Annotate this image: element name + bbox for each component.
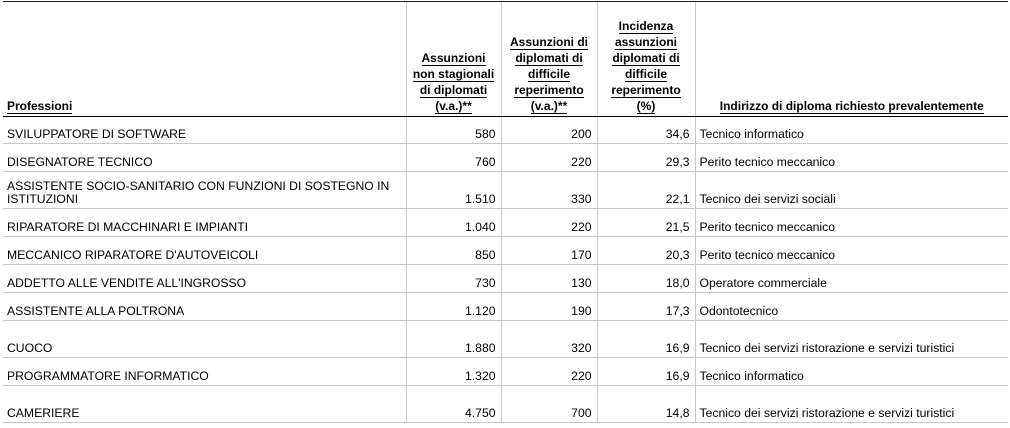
header-assunzioni: Assunzioni non stagionali di diplomati (v.a.)** bbox=[406, 2, 501, 117]
indirizzo-cell: Operatore commerciale bbox=[695, 265, 1008, 293]
professione-cell: ASSISTENTE SOCIO-SANITARIO CON FUNZIONI DI SOSTEGNO IN ISTITUZIONI bbox=[3, 172, 406, 209]
professione-cell: MECCANICO RIPARATORE D'AUTOVEICOLI bbox=[3, 237, 406, 265]
assunzioni-cell: 1.040 bbox=[406, 209, 501, 237]
table-row bbox=[3, 358, 1008, 386]
table-row bbox=[3, 209, 1008, 237]
indirizzo-cell: Perito tecnico meccanico bbox=[695, 144, 1008, 172]
incidenza-cell: 18,0 bbox=[597, 265, 695, 293]
indirizzo-cell: Odontotecnico bbox=[695, 293, 1008, 321]
indirizzo-cell: Tecnico informatico bbox=[695, 358, 1008, 386]
table-row bbox=[3, 293, 1008, 321]
incidenza-cell: 29,3 bbox=[597, 144, 695, 172]
incidenza-cell: 34,6 bbox=[597, 117, 695, 144]
table-row bbox=[3, 321, 1008, 358]
table-row bbox=[3, 265, 1008, 293]
header-incidenza: Incidenza assunzioni diplomati di difficile reperimento (%) bbox=[597, 2, 695, 117]
assunzioni-cell: 760 bbox=[406, 144, 501, 172]
difficile-cell: 170 bbox=[501, 237, 597, 265]
professione-cell: ADDETTO ALLE VENDITE ALL'INGROSSO bbox=[3, 265, 406, 293]
assunzioni-cell: 1.510 bbox=[406, 172, 501, 209]
assunzioni-cell: 1.320 bbox=[406, 358, 501, 386]
header-difficile: Assunzioni di diplomati di difficile reperimento (v.a.)** bbox=[501, 2, 597, 117]
assunzioni-cell: 730 bbox=[406, 265, 501, 293]
professione-cell: CUOCO bbox=[3, 321, 406, 358]
indirizzo-cell: Perito tecnico meccanico bbox=[695, 237, 1008, 265]
professione-cell: CAMERIERE bbox=[3, 386, 406, 423]
header-row bbox=[3, 2, 1008, 117]
difficile-cell: 220 bbox=[501, 144, 597, 172]
incidenza-cell: 20,3 bbox=[597, 237, 695, 265]
table-row bbox=[3, 172, 1008, 209]
difficile-cell: 220 bbox=[501, 358, 597, 386]
incidenza-cell: 17,3 bbox=[597, 293, 695, 321]
indirizzo-cell: Perito tecnico meccanico bbox=[695, 209, 1008, 237]
header-indirizzo: Indirizzo di diploma richiesto prevalentemente bbox=[695, 2, 1008, 117]
difficile-cell: 330 bbox=[501, 172, 597, 209]
table-row bbox=[3, 237, 1008, 265]
difficile-cell: 190 bbox=[501, 293, 597, 321]
incidenza-cell: 16,9 bbox=[597, 321, 695, 358]
table-row bbox=[3, 117, 1008, 144]
assunzioni-cell: 4.750 bbox=[406, 386, 501, 423]
assunzioni-cell: 1.880 bbox=[406, 321, 501, 358]
professione-cell: PROGRAMMATORE INFORMATICO bbox=[3, 358, 406, 386]
professione-cell: SVILUPPATORE DI SOFTWARE bbox=[3, 117, 406, 144]
table-row bbox=[3, 144, 1008, 172]
assunzioni-cell: 1.120 bbox=[406, 293, 501, 321]
professione-cell: DISEGNATORE TECNICO bbox=[3, 144, 406, 172]
incidenza-cell: 16,9 bbox=[597, 358, 695, 386]
professione-cell: ASSISTENTE ALLA POLTRONA bbox=[3, 293, 406, 321]
assunzioni-cell: 580 bbox=[406, 117, 501, 144]
incidenza-cell: 21,5 bbox=[597, 209, 695, 237]
difficile-cell: 700 bbox=[501, 386, 597, 423]
difficile-cell: 320 bbox=[501, 321, 597, 358]
indirizzo-cell: Tecnico dei servizi sociali bbox=[695, 172, 1008, 209]
indirizzo-cell: Tecnico dei servizi ristorazione e servizi turistici bbox=[695, 386, 1008, 423]
difficile-cell: 220 bbox=[501, 209, 597, 237]
indirizzo-cell: Tecnico dei servizi ristorazione e servizi turistici bbox=[695, 321, 1008, 358]
difficile-cell: 130 bbox=[501, 265, 597, 293]
difficile-cell: 200 bbox=[501, 117, 597, 144]
table-row bbox=[3, 386, 1008, 423]
incidenza-cell: 14,8 bbox=[597, 386, 695, 423]
indirizzo-cell: Tecnico informatico bbox=[695, 117, 1008, 144]
header-professioni: Professioni bbox=[3, 2, 406, 117]
incidenza-cell: 22,1 bbox=[597, 172, 695, 209]
professions-table bbox=[3, 1, 1008, 423]
professione-cell: RIPARATORE DI MACCHINARI E IMPIANTI bbox=[3, 209, 406, 237]
assunzioni-cell: 850 bbox=[406, 237, 501, 265]
